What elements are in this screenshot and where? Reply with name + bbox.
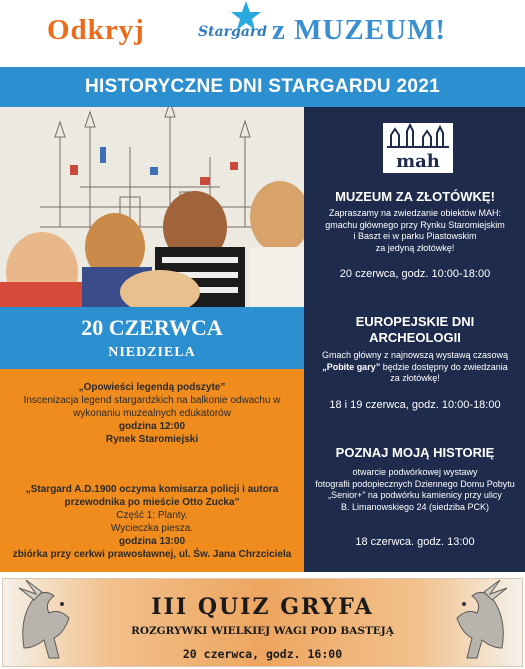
text-line: i Baszt ei w parku Piastowskim [353, 231, 477, 241]
event-place: Rynek Staromiejski [105, 434, 199, 445]
text-line [310, 362, 520, 374]
text-line: Gmach główny z najnowszą wystawą czasową [321, 350, 509, 360]
event-walk: Wycieczka piesza. [110, 523, 194, 534]
stargard-logo [190, 2, 268, 62]
section-date: 18 czerwca. godz. 13:00 [355, 536, 475, 548]
section-date: 20 czerwca, godz. 10:00-18:00 [339, 268, 491, 280]
children-drawing-photo [0, 107, 304, 307]
section-heading-history: POZNAJ MOJĄ HISTORIĘ [335, 445, 495, 460]
event-place: zbiórka przy cerkwi prawosławnej, ul. Św. Jana Chrzciciela [12, 549, 292, 560]
events-panel [0, 369, 304, 572]
page-title: HISTORYCZNE DNI STARGARDU 2021 [85, 76, 440, 97]
text-line: za jedyną złotówkę! [375, 242, 455, 253]
event-part: Część 1: Planty. [116, 510, 188, 521]
event-zucka [8, 483, 296, 561]
event-desc: wykonaniu muzealnych edukatorów [73, 408, 231, 419]
event-title: przewodnika po mieście Otto Zucka” [64, 497, 240, 508]
section-text [310, 467, 520, 513]
mah-text: mah [396, 151, 440, 172]
quiz-title: III QUIZ GRYFA [151, 594, 374, 620]
logo-text: Stargard [198, 24, 268, 40]
text-span: będzie dostępny do zwiedzania [380, 361, 508, 372]
day-heading: NIEDZIELA [108, 345, 196, 360]
mah-logo [383, 123, 453, 173]
event-legends [8, 381, 296, 446]
text-line: „Senior+” na podwórku kamienicy przy ulicy [328, 490, 502, 500]
exhibition-name: „Pobite gary” [322, 361, 381, 372]
text-line: za złotówkę! [390, 373, 440, 383]
event-time: godzina 12:00 [118, 421, 186, 432]
text-line: Zapraszamy na zwiedzanie obiektów MAH: [328, 208, 502, 218]
text-line: fotografii podopiecznych Dziennego Domu Pobytu [315, 478, 515, 489]
section-text [310, 208, 520, 254]
section-date: 18 i 19 czerwca, godz. 10:00-18:00 [329, 399, 501, 411]
text-line: otwarcie podwórkowej wystawy [352, 467, 478, 477]
date-heading: 20 CZERWCA [81, 315, 223, 340]
section-heading-archeology [310, 314, 520, 346]
event-desc: Inscenizacja legend stargardzkich na balkonie odwachu w [23, 395, 281, 406]
header [0, 0, 525, 66]
date-band [0, 307, 304, 369]
header-z-muzeum: z MUZEUM! [272, 14, 447, 46]
heading-line: ARCHEOLOGII [369, 330, 461, 345]
section-text [310, 350, 520, 385]
event-time: godzina 13:00 [118, 536, 186, 547]
event-title: „Opowieści legendą podszyte” [78, 382, 226, 393]
event-title: „Stargard A.D.1900 oczyma komisarza policji i autora [25, 484, 279, 495]
quiz-date: 20 czerwca, godz. 16:00 [182, 647, 343, 661]
title-bar [0, 67, 525, 107]
section-heading-museum: MUZEUM ZA ZŁOTÓWKĘ! [335, 189, 495, 204]
heading-line: EUROPEJSKIE DNI [355, 314, 475, 329]
text-line: B. Limanowskiego 24 (siedziba PCK) [340, 501, 490, 512]
text-line: gmachu głównego przy Rynku Staromiejskim [325, 219, 505, 230]
header-odkryj: Odkryj [47, 14, 145, 46]
quiz-subtitle: ROZGRYWKI WIELKIEJ WAGI POD BASTEJĄ [131, 625, 394, 637]
